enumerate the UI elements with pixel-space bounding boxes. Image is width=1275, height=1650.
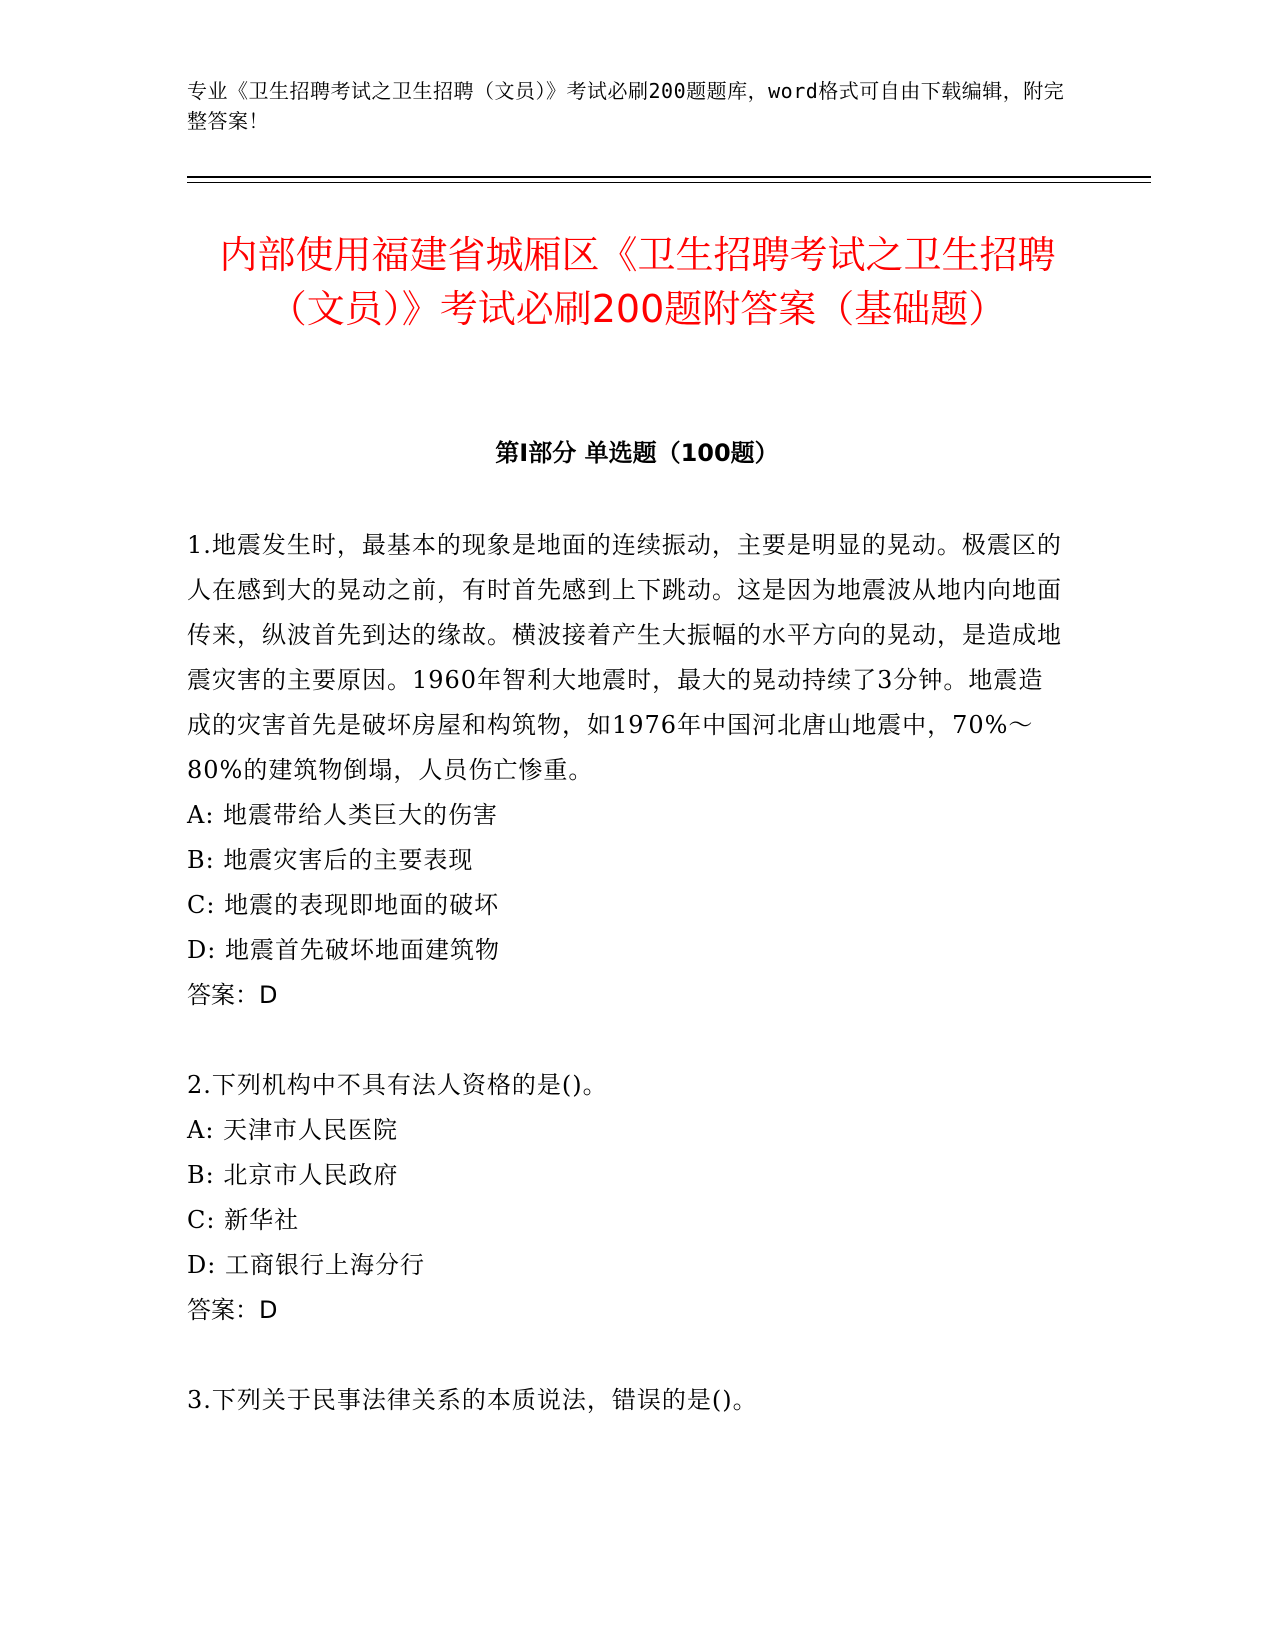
option-b: B: 地震灾害后的主要表现 — [187, 846, 474, 874]
question-list — [187, 523, 1067, 1423]
question-stem: 1.地震发生时，最基本的现象是地面的连续振动，主要是明显的晃动。极震区的人在感到大的晃动之前，有时首先感到上下跳动。这是因为地震波从地内向地面传来，纵波首先到达的缘故。横波接着产生大振幅的水平方向的晃动，是造成地震灾害的主要原因。1960年智利大地震时，最大的晃动持续了3分钟。地震造成的灾害首先是破坏房屋和构筑物，如1976年中国河北唐山地震中，70%～80%的建筑物倒塌，人员伤亡惨重。 — [187, 531, 1062, 784]
section-title: 第I部分 单选题（100题） — [495, 439, 779, 467]
header-rule-thick — [187, 176, 1151, 178]
option-a: A: 天津市人民医院 — [187, 1116, 399, 1144]
header-rule-thin — [187, 182, 1151, 183]
question-2 — [187, 1063, 1067, 1333]
option-b: B: 北京市人民政府 — [187, 1161, 399, 1189]
document-title: 内部使用福建省城厢区《卫生招聘考试之卫生招聘（文员）》考试必刷200题附答案（基础题） — [219, 233, 1056, 331]
answer-line: 答案：D — [187, 981, 278, 1009]
question-stem: 3.下列关于民事法律关系的本质说法，错误的是()。 — [187, 1386, 758, 1414]
option-d: D: 工商银行上海分行 — [187, 1251, 425, 1279]
question-1 — [187, 523, 1067, 1018]
question-3 — [187, 1378, 1067, 1423]
question-stem: 2.下列机构中不具有法人资格的是()。 — [187, 1071, 608, 1099]
header-note: 专业《卫生招聘考试之卫生招聘（文员）》考试必刷200题题库，word格式可自由下载编辑，附完整答案！ — [187, 79, 1065, 133]
question-spacer — [187, 1333, 1067, 1378]
question-spacer — [187, 1018, 1067, 1063]
option-a: A: 地震带给人类巨大的伤害 — [187, 801, 499, 829]
option-c: C: 地震的表现即地面的破坏 — [187, 891, 500, 919]
option-c: C: 新华社 — [187, 1206, 300, 1234]
option-d: D: 地震首先破坏地面建筑物 — [187, 936, 500, 964]
answer-line: 答案：D — [187, 1296, 278, 1324]
